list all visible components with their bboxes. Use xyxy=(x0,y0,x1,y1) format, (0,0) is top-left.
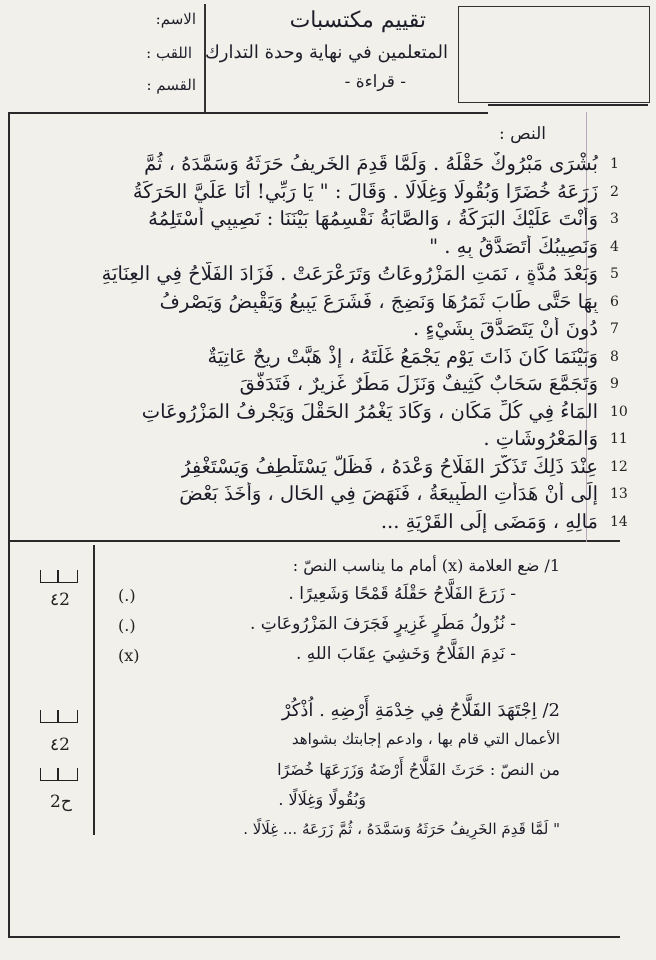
frame-left-border xyxy=(8,112,10,938)
section-divider xyxy=(8,540,620,542)
line-number: 8 xyxy=(610,348,619,365)
line-number: 13 xyxy=(610,486,628,502)
text-line: وَتَجَمَّعَ سَحَابٌ كَثِيفٌ وَنَزَلَ مَطَرٌ غَزِيرٌ ، فَتَدَفَّقَ xyxy=(239,372,598,395)
text-heading: النص : xyxy=(499,124,546,144)
text-line: إِلَى أَنْ هَدَأَتِ الطَّبِيعَةُ ، فَنَهَضَ فِي الحَالِ ، وَأَخَذَ بَعْضَ xyxy=(179,482,598,505)
text-line: عِنْدَ ذَلِكَ تَذَكَّرَ الفَلَّاحُ وَعْدَهُ ، فَظَلَّ يَسْتَلْطِفُ وَيَسْتَغْفِرُ xyxy=(181,454,598,478)
text-line: وَنَصِيبُكَ أَتَصَدَّقُ بِهِ . " xyxy=(429,234,598,258)
text-line: وَبَعْدَ مُدَّةٍ ، نَمَتِ المَزْرُوعَاتُ وَتَرَعْرَعَتْ . فَزَادَ الفَلَّاحُ فِي العِنَايَةِ xyxy=(101,262,598,285)
question-1-item: - نَدِمَ الفَلَّاحُ وَخَشِيَ عِقَابَ اللهِ . xyxy=(296,644,516,664)
question-2-line-4: وَبُقُولًا وَغِلَالًا . xyxy=(278,790,366,809)
name-label: الاسم: xyxy=(155,10,196,28)
title-line-3: - قراءة - xyxy=(344,72,406,92)
question-1-answer: (.) xyxy=(118,586,136,605)
title-line-1: تقييم مكتسبات xyxy=(289,8,426,33)
text-line: بِهَا حَتَّى طَابَ ثَمَرُهَا وَنَضِجَ ، فَشَرَعَ يَبِيعُ وَيَقْبِضُ وَيَصْرِفُ xyxy=(159,289,598,313)
text-line: وَالمَعْرُوشَاتِ . xyxy=(483,427,598,450)
frame-top-border xyxy=(8,112,488,114)
line-number: 12 xyxy=(610,458,628,475)
line-number: 3 xyxy=(610,211,619,227)
mark-box-q2a xyxy=(40,710,78,723)
text-line: وَبَيْنَمَا كَانَ ذَاتَ يَوْمٍ يَجْمَعُ غَلَّتَهُ ، إِذْ هَبَّتْ رِيحٌ عَاتِيَةٌ xyxy=(207,344,598,368)
line-number: 1 xyxy=(610,156,619,172)
question-1-answer: (x) xyxy=(118,646,140,665)
question-1-answer: (.) xyxy=(118,616,136,635)
text-line: مَالِهِ ، وَمَضَى إِلَى القَرْيَةِ ... xyxy=(380,509,598,533)
mark-q1: ٤2 xyxy=(50,590,70,610)
text-line: زَرَعَهُ خُضَرًا وَبُقُولًا وَغِلَالًا . وَقَالَ : " يَا رَبِّي! أَنَا عَلَيَّ الحَرَكَةُ xyxy=(132,179,598,203)
header-bottom-rule xyxy=(488,104,648,106)
text-line: المَاءُ فِي كُلِّ مَكَانٍ ، وَكَادَ يَغْمُرُ الحَقْلَ وَيَجْرِفُ المَزْرُوعَاتِ xyxy=(141,399,598,423)
question-2-line-2: الأعمال التي قام بها ، وادعم إجابتك بشواهد xyxy=(291,730,560,748)
line-number: 4 xyxy=(610,238,619,255)
frame-bottom-border xyxy=(8,936,620,938)
mark-column-line xyxy=(93,545,95,835)
mark-q2b: ح2 xyxy=(50,792,72,812)
line-number: 2 xyxy=(610,183,619,200)
question-1-item: - زَرَعَ الفَلَّاحُ حَقْلَهُ قَمْحًا وَشَعِيرًا . xyxy=(288,584,516,604)
question-2-line-3: من النصّ : حَرَثَ الفَلَّاحُ أَرْضَهُ وَزَرَعَهَا خُضَرًا xyxy=(277,760,560,779)
question-2-line-1: 2/ اِجْتَهَدَ الفَلَّاحُ فِي خِدْمَةِ أَرْضِهِ . اُذْكُرْ xyxy=(281,700,560,721)
header-left-box xyxy=(458,6,650,103)
line-number: 11 xyxy=(610,431,628,447)
mark-q2a: ٤2 xyxy=(50,735,70,755)
surname-label: اللقب : xyxy=(146,44,192,62)
line-number: 9 xyxy=(610,376,619,392)
text-line: بُشْرَى مَبْرُوكٌ حَقْلَهُ . وَلَمَّا قَدِمَ الخَرِيفُ حَرَثَهُ وَسَمَّدَهُ ، ثُمَّ xyxy=(144,152,598,175)
text-line: دُونَ أَنْ يَتَصَدَّقَ بِشَيْءٍ . xyxy=(413,317,598,340)
question-1-instruction: 1/ ضع العلامة (x) أمام ما يناسب النصّ : xyxy=(292,556,560,575)
title-line-2: المتعلمين في نهاية وحدة التدارك xyxy=(204,42,448,63)
mark-box-q2b xyxy=(40,768,78,781)
section-label: القسم : xyxy=(146,76,196,94)
question-1-item: - نُزُولُ مَطَرٍ غَزِيرٍ فَجَرَفَ المَزْرُوعَاتِ . xyxy=(249,614,516,634)
line-number: 14 xyxy=(610,513,628,530)
question-2-quote: " لَمَّا قَدِمَ الخَرِيفُ حَرَثَهُ وَسَمَّدَهُ ، ثُمَّ زَرَعَهُ ... غِلَالًا . xyxy=(243,820,560,838)
line-number: 6 xyxy=(610,293,619,310)
line-number: 5 xyxy=(610,266,619,282)
mark-box-q1 xyxy=(40,570,78,583)
text-line: وَأَنْتَ عَلَيْكَ البَرَكَةُ ، وَالصَّابَةُ نَقْسِمُهَا بَيْنَنَا : نَصِيبِي أَسْتَلِمُهُ xyxy=(148,207,598,230)
line-number: 10 xyxy=(610,403,628,420)
line-number: 7 xyxy=(610,321,619,337)
